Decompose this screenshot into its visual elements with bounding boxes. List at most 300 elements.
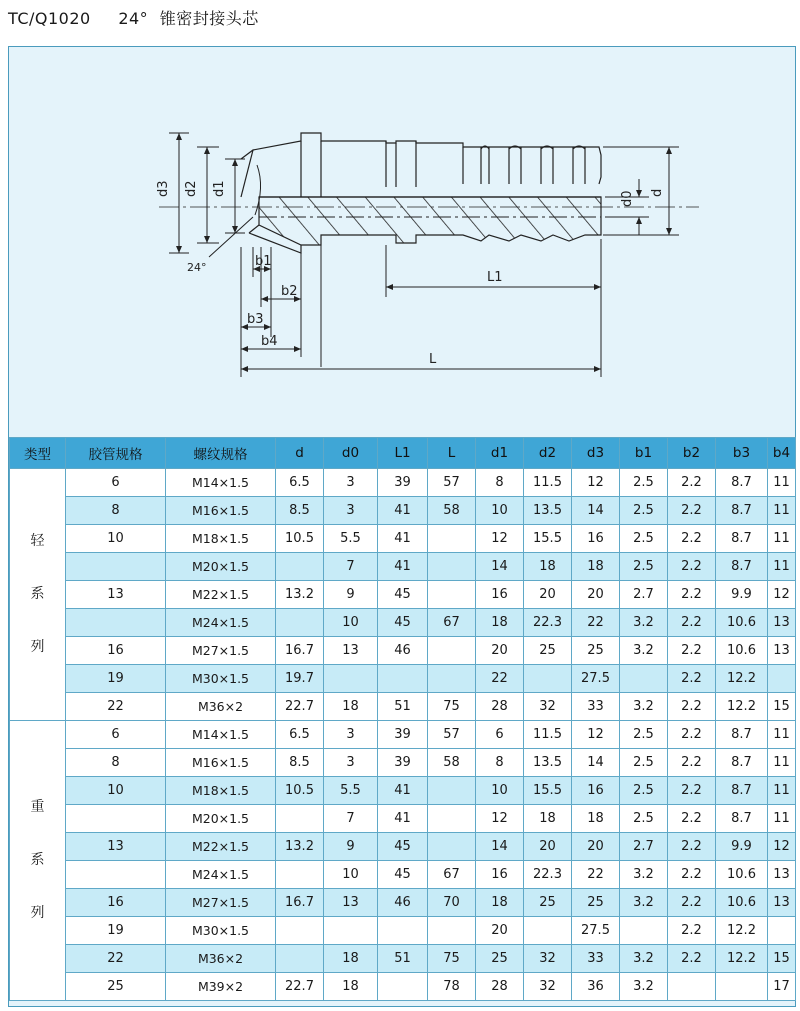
table-cell: 18 — [524, 553, 572, 581]
table-cell: 57 — [428, 721, 476, 749]
table-cell — [620, 665, 668, 693]
table-cell: 2.2 — [668, 693, 716, 721]
table-cell: 15.5 — [524, 777, 572, 805]
table-cell: 2.5 — [620, 805, 668, 833]
table-cell: 32 — [524, 973, 572, 1001]
table-cell: 3 — [324, 497, 378, 525]
table-cell: 19 — [66, 917, 166, 945]
table-cell: M30×1.5 — [166, 665, 276, 693]
table-cell: 8 — [476, 469, 524, 497]
table-cell: 25 — [572, 889, 620, 917]
table-cell: 8.7 — [716, 497, 768, 525]
table-cell: 25 — [524, 637, 572, 665]
table-cell: 2.2 — [668, 861, 716, 889]
table-cell: 22 — [66, 945, 166, 973]
table-row — [10, 581, 796, 609]
table-cell — [378, 973, 428, 1001]
table-cell: 3 — [324, 469, 378, 497]
table-cell: 2.2 — [668, 889, 716, 917]
table-cell: 39 — [378, 469, 428, 497]
table-row — [10, 469, 796, 497]
label-L: L — [429, 352, 437, 367]
table-cell: M16×1.5 — [166, 497, 276, 525]
table-cell: 14 — [572, 497, 620, 525]
table-cell: 45 — [378, 609, 428, 637]
table-cell: 13 — [768, 637, 796, 665]
table-cell: 2.2 — [668, 777, 716, 805]
table-cell: 10 — [324, 861, 378, 889]
table-cell: 13 — [768, 609, 796, 637]
table-row — [10, 637, 796, 665]
table-cell: 12.2 — [716, 665, 768, 693]
table-cell: 16.7 — [276, 889, 324, 917]
label-b2: b2 — [281, 284, 298, 299]
table-cell: 8.5 — [276, 749, 324, 777]
table-cell: 22 — [572, 861, 620, 889]
table-cell: 8.7 — [716, 721, 768, 749]
table-cell: 8.7 — [716, 469, 768, 497]
table-cell: 25 — [572, 637, 620, 665]
table-body — [10, 469, 796, 1001]
table-cell: 2.2 — [668, 609, 716, 637]
table-row — [10, 525, 796, 553]
table-cell: 13.5 — [524, 749, 572, 777]
table-cell: 41 — [378, 497, 428, 525]
table-cell: 12 — [768, 833, 796, 861]
table-cell: 2.2 — [668, 721, 716, 749]
table-row — [10, 833, 796, 861]
table-cell: 2.5 — [620, 553, 668, 581]
table-cell: M30×1.5 — [166, 917, 276, 945]
table-cell: 9.9 — [716, 581, 768, 609]
table-row — [10, 693, 796, 721]
col-d0: d0 — [324, 438, 378, 469]
table-cell: 13.5 — [524, 497, 572, 525]
table-cell: 20 — [524, 581, 572, 609]
table-cell: 2.2 — [668, 665, 716, 693]
table-cell: 18 — [324, 693, 378, 721]
table-cell: 13 — [768, 861, 796, 889]
table-cell: 7 — [324, 553, 378, 581]
table-cell: 57 — [428, 469, 476, 497]
table-cell: 22.7 — [276, 693, 324, 721]
table-cell: 11.5 — [524, 469, 572, 497]
table-cell: 8.7 — [716, 749, 768, 777]
table-cell: 18 — [476, 609, 524, 637]
table-cell — [620, 917, 668, 945]
diameter-dimensions-right — [603, 147, 679, 235]
table-cell: 6 — [66, 721, 166, 749]
table-cell: 39 — [378, 749, 428, 777]
table-row — [10, 721, 796, 749]
table-cell: 22.7 — [276, 973, 324, 1001]
table-cell: 2.5 — [620, 721, 668, 749]
table-cell: 11.5 — [524, 721, 572, 749]
col-b2: b2 — [668, 438, 716, 469]
table-cell: 11 — [768, 777, 796, 805]
table-cell — [524, 917, 572, 945]
table-cell — [276, 805, 324, 833]
table-cell: 36 — [572, 973, 620, 1001]
table-cell: 12 — [476, 805, 524, 833]
table-cell: 20 — [572, 833, 620, 861]
table-cell: 3.2 — [620, 945, 668, 973]
table-cell: 2.2 — [668, 749, 716, 777]
table-cell: 11 — [768, 553, 796, 581]
table-cell: 11 — [768, 721, 796, 749]
technical-drawing — [9, 47, 795, 437]
table-cell: 5.5 — [324, 777, 378, 805]
table-cell: 32 — [524, 945, 572, 973]
page-title — [8, 4, 259, 34]
table-cell: 9.9 — [716, 833, 768, 861]
table-cell: 9 — [324, 581, 378, 609]
table-cell: 2.7 — [620, 833, 668, 861]
table-cell — [276, 609, 324, 637]
table-cell: 20 — [524, 833, 572, 861]
b-dimensions — [241, 239, 601, 377]
table-cell: 20 — [476, 917, 524, 945]
table-cell: 27.5 — [572, 917, 620, 945]
table-cell: 32 — [524, 693, 572, 721]
table-cell: 8 — [66, 749, 166, 777]
table-cell: 3 — [324, 749, 378, 777]
table-cell — [428, 665, 476, 693]
table-cell: 78 — [428, 973, 476, 1001]
table-row — [10, 665, 796, 693]
table-cell: 10 — [66, 525, 166, 553]
table-cell: 11 — [768, 525, 796, 553]
table-cell: 27.5 — [572, 665, 620, 693]
table-cell: M24×1.5 — [166, 609, 276, 637]
label-L1: L1 — [487, 270, 503, 285]
table-cell: 22.3 — [524, 609, 572, 637]
table-row — [10, 945, 796, 973]
table-cell: 6 — [66, 469, 166, 497]
table-cell: 41 — [378, 553, 428, 581]
table-cell: 13.2 — [276, 581, 324, 609]
table-row — [10, 861, 796, 889]
table-cell: 2.5 — [620, 469, 668, 497]
table-cell: 45 — [378, 581, 428, 609]
table-cell: 2.2 — [668, 525, 716, 553]
table-cell: 58 — [428, 749, 476, 777]
part-code: TC/Q1020 — [8, 9, 91, 28]
table-row — [10, 973, 796, 1001]
table-cell — [428, 833, 476, 861]
table-cell: 14 — [476, 833, 524, 861]
table-cell: 16.7 — [276, 637, 324, 665]
table-cell: M36×2 — [166, 693, 276, 721]
table-cell: 3.2 — [620, 889, 668, 917]
table-cell — [66, 609, 166, 637]
table-cell: 2.2 — [668, 553, 716, 581]
table-cell: 17 — [768, 973, 796, 1001]
table-cell: M18×1.5 — [166, 777, 276, 805]
table-cell: M27×1.5 — [166, 637, 276, 665]
table-cell: 2.2 — [668, 833, 716, 861]
table-cell: 75 — [428, 945, 476, 973]
table-cell: 2.2 — [668, 469, 716, 497]
table-cell: 13 — [66, 581, 166, 609]
table-cell: 28 — [476, 973, 524, 1001]
table-cell: 8.7 — [716, 553, 768, 581]
table-row — [10, 805, 796, 833]
table-cell — [66, 805, 166, 833]
col-b1: b1 — [620, 438, 668, 469]
table-cell: 8.5 — [276, 497, 324, 525]
label-b3: b3 — [247, 312, 264, 327]
table-cell: 39 — [378, 721, 428, 749]
table-cell: 6.5 — [276, 721, 324, 749]
table-cell: 6 — [476, 721, 524, 749]
table-cell: 15 — [768, 693, 796, 721]
table-cell: 3 — [324, 721, 378, 749]
table-cell — [324, 665, 378, 693]
table-row — [10, 497, 796, 525]
table-cell — [66, 861, 166, 889]
table-cell: 8.7 — [716, 525, 768, 553]
col-d1: d1 — [476, 438, 524, 469]
table-cell: 67 — [428, 609, 476, 637]
table-cell: 8 — [476, 749, 524, 777]
table-cell — [378, 665, 428, 693]
table-cell: 10 — [476, 497, 524, 525]
table-cell — [768, 665, 796, 693]
table-cell: 18 — [324, 973, 378, 1001]
table-cell: 12.2 — [716, 945, 768, 973]
table-cell — [428, 525, 476, 553]
table-cell: 51 — [378, 693, 428, 721]
table-cell: 16 — [66, 889, 166, 917]
table-cell — [276, 553, 324, 581]
table-cell: M20×1.5 — [166, 553, 276, 581]
table-row — [10, 777, 796, 805]
table-cell: 12 — [572, 721, 620, 749]
table-cell: 14 — [572, 749, 620, 777]
table-cell: M27×1.5 — [166, 889, 276, 917]
table-row — [10, 749, 796, 777]
table-cell: M16×1.5 — [166, 749, 276, 777]
table-cell — [324, 917, 378, 945]
table-cell: 10 — [66, 777, 166, 805]
table-cell: M22×1.5 — [166, 833, 276, 861]
spec-table — [9, 437, 796, 1001]
series-type-char: 系 — [30, 586, 45, 603]
table-cell: 10.6 — [716, 609, 768, 637]
table-cell: 28 — [476, 693, 524, 721]
table-cell — [428, 777, 476, 805]
label-d1: d1 — [212, 180, 227, 197]
table-cell: 2.2 — [668, 917, 716, 945]
table-cell: 33 — [572, 945, 620, 973]
cone-angle: 24° — [118, 9, 149, 28]
label-d: d — [650, 188, 665, 197]
col-type: 类型 — [10, 438, 66, 469]
table-cell: 67 — [428, 861, 476, 889]
table-cell: 25 — [524, 889, 572, 917]
table-cell: 2.2 — [668, 945, 716, 973]
series-type-char: 系 — [30, 852, 45, 869]
table-cell — [428, 581, 476, 609]
table-cell: 11 — [768, 805, 796, 833]
table-cell: 15.5 — [524, 525, 572, 553]
series-type-char: 轻 — [30, 533, 45, 550]
table-cell: 25 — [66, 973, 166, 1001]
table-cell: 18 — [572, 805, 620, 833]
table-cell: 3.2 — [620, 637, 668, 665]
table-cell: 7 — [324, 805, 378, 833]
table-cell — [524, 665, 572, 693]
label-d0: d0 — [620, 190, 635, 207]
table-cell: 9 — [324, 833, 378, 861]
table-cell: 25 — [476, 945, 524, 973]
col-b4: b4 — [768, 438, 796, 469]
table-cell: 2.2 — [668, 637, 716, 665]
table-cell — [428, 553, 476, 581]
table-cell: 22 — [66, 693, 166, 721]
table-cell: M14×1.5 — [166, 469, 276, 497]
table-cell: 46 — [378, 637, 428, 665]
table-cell: 19 — [66, 665, 166, 693]
table-cell: M18×1.5 — [166, 525, 276, 553]
table-cell: 10.5 — [276, 525, 324, 553]
table-cell: 16 — [476, 581, 524, 609]
part-name: 锥密封接头芯 — [159, 9, 259, 28]
table-cell: 20 — [476, 637, 524, 665]
table-cell: 2.2 — [668, 581, 716, 609]
table-cell: 12.2 — [716, 917, 768, 945]
table-cell: 46 — [378, 889, 428, 917]
table-cell — [668, 973, 716, 1001]
table-cell: 5.5 — [324, 525, 378, 553]
table-cell: 41 — [378, 805, 428, 833]
table-cell: 11 — [768, 469, 796, 497]
col-thread: 螺纹规格 — [166, 438, 276, 469]
table-row — [10, 553, 796, 581]
table-cell — [428, 637, 476, 665]
table-cell: 3.2 — [620, 973, 668, 1001]
table-cell: 13 — [324, 637, 378, 665]
table-cell: M22×1.5 — [166, 581, 276, 609]
table-cell — [428, 917, 476, 945]
table-cell: 22 — [572, 609, 620, 637]
table-cell: M14×1.5 — [166, 721, 276, 749]
table-cell: 41 — [378, 777, 428, 805]
table-cell: 20 — [572, 581, 620, 609]
table-row — [10, 917, 796, 945]
table-cell: 12 — [768, 581, 796, 609]
table-cell: 19.7 — [276, 665, 324, 693]
table-cell: 13 — [768, 889, 796, 917]
table-cell — [768, 917, 796, 945]
table-cell: 18 — [324, 945, 378, 973]
table-cell: 2.5 — [620, 497, 668, 525]
table-cell: 2.5 — [620, 749, 668, 777]
label-angle: 24° — [187, 261, 207, 274]
table-cell: 3.2 — [620, 609, 668, 637]
table-cell — [378, 917, 428, 945]
table-cell — [428, 805, 476, 833]
series-type-cell — [10, 469, 66, 721]
table-cell: 75 — [428, 693, 476, 721]
table-cell: 3.2 — [620, 693, 668, 721]
table-cell: 10 — [476, 777, 524, 805]
table-cell: 18 — [572, 553, 620, 581]
col-d3: d3 — [572, 438, 620, 469]
table-header-row — [10, 438, 796, 469]
table-cell: 8.7 — [716, 805, 768, 833]
table-cell: 11 — [768, 749, 796, 777]
series-type-char: 列 — [30, 638, 45, 655]
table-cell: M20×1.5 — [166, 805, 276, 833]
col-b3: b3 — [716, 438, 768, 469]
table-cell: 8 — [66, 497, 166, 525]
table-cell: 51 — [378, 945, 428, 973]
table-cell: 16 — [572, 525, 620, 553]
table-cell: 16 — [572, 777, 620, 805]
table-cell: 10.6 — [716, 861, 768, 889]
col-d2: d2 — [524, 438, 572, 469]
table-cell: 18 — [524, 805, 572, 833]
table-cell: 2.2 — [668, 805, 716, 833]
table-cell: 2.5 — [620, 777, 668, 805]
table-row — [10, 889, 796, 917]
table-row — [10, 609, 796, 637]
table-cell — [276, 861, 324, 889]
table-cell: 10.6 — [716, 637, 768, 665]
col-L: L — [428, 438, 476, 469]
col-hose: 胶管规格 — [66, 438, 166, 469]
label-d3: d3 — [156, 180, 171, 197]
table-cell: 16 — [476, 861, 524, 889]
table-cell: 2.5 — [620, 525, 668, 553]
table-cell: 45 — [378, 833, 428, 861]
series-type-cell — [10, 721, 66, 1001]
table-cell: 15 — [768, 945, 796, 973]
label-b4: b4 — [261, 334, 278, 349]
table-cell: 22.3 — [524, 861, 572, 889]
table-cell: 33 — [572, 693, 620, 721]
series-type-char: 重 — [30, 799, 45, 816]
table-cell: 11 — [768, 497, 796, 525]
table-cell: 10.5 — [276, 777, 324, 805]
table-cell: 8.7 — [716, 777, 768, 805]
table-cell: 3.2 — [620, 861, 668, 889]
table-cell: 2.7 — [620, 581, 668, 609]
table-cell: M39×2 — [166, 973, 276, 1001]
table-cell: M24×1.5 — [166, 861, 276, 889]
label-d2: d2 — [184, 180, 199, 197]
table-cell: 10.6 — [716, 889, 768, 917]
table-cell — [66, 553, 166, 581]
table-cell — [276, 945, 324, 973]
table-cell: 13 — [66, 833, 166, 861]
table-cell: 6.5 — [276, 469, 324, 497]
table-cell: 13 — [324, 889, 378, 917]
table-cell: 41 — [378, 525, 428, 553]
table-cell: 70 — [428, 889, 476, 917]
table-cell — [716, 973, 768, 1001]
col-d: d — [276, 438, 324, 469]
table-cell: 2.2 — [668, 497, 716, 525]
table-cell: 18 — [476, 889, 524, 917]
label-b1: b1 — [255, 254, 272, 269]
table-cell: 58 — [428, 497, 476, 525]
table-cell: 45 — [378, 861, 428, 889]
table-cell: M36×2 — [166, 945, 276, 973]
table-cell: 13.2 — [276, 833, 324, 861]
